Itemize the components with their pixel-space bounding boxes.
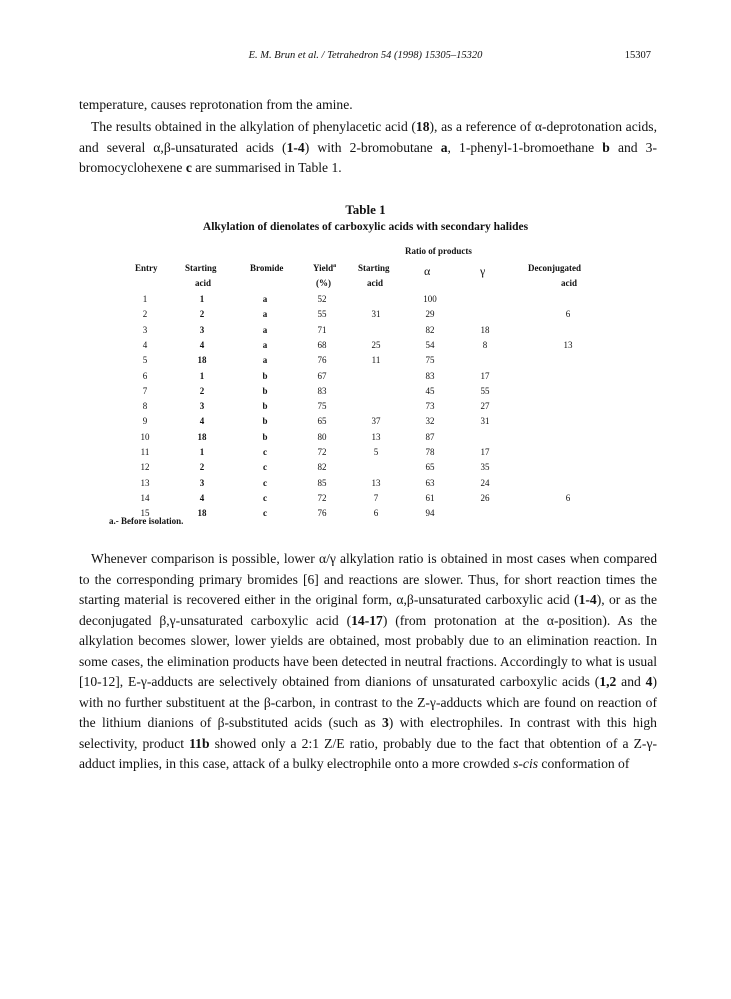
- cell-starting-acid: 13: [371, 431, 381, 442]
- cell-starting-acid: 13: [371, 477, 381, 488]
- text-run: ) with electrophiles. In contrast with this high selectivity, product: [79, 715, 657, 751]
- cell-acid: 3: [199, 401, 205, 412]
- cell-alpha: 87: [425, 431, 435, 442]
- col-header-starting-acid: Starting: [185, 263, 217, 273]
- cell-gamma: 35: [480, 462, 490, 473]
- cell-starting-acid: 11: [371, 355, 381, 366]
- text-run: conformation of: [538, 756, 630, 771]
- italic-term: s-cis: [513, 756, 539, 771]
- cell-alpha: 54: [425, 339, 435, 350]
- cell-yield: 80: [317, 431, 327, 442]
- cell-starting-acid: 37: [371, 416, 381, 427]
- cell-yield: 82: [317, 462, 327, 473]
- cell-starting-acid: 5: [373, 447, 379, 457]
- compound-ref: 11b: [189, 735, 210, 751]
- cell-acid: 2: [199, 309, 205, 320]
- cell-entry: 6: [142, 370, 148, 381]
- results-table: [0, 246, 731, 526]
- compound-ref: a: [440, 139, 448, 155]
- cell-entry: 12: [140, 462, 150, 473]
- cell-gamma: 24: [480, 477, 490, 488]
- paragraph-text: temperature, causes reprotonation from the amine.: [79, 97, 353, 112]
- compound-ref: c: [185, 160, 192, 175]
- paragraph-continuation: [79, 95, 657, 116]
- cell-acid: 4: [199, 492, 205, 503]
- cell-yield: 83: [317, 385, 327, 396]
- cell-deconjugated: 6: [565, 492, 571, 503]
- cell-alpha: 82: [425, 324, 435, 335]
- yield-label: Yield: [313, 263, 334, 273]
- cell-acid: 18: [197, 508, 207, 519]
- cell-acid: 2: [199, 462, 205, 473]
- compound-ref: 3: [381, 715, 389, 730]
- cell-acid: 3: [199, 324, 205, 335]
- cell-bromide: c: [263, 447, 267, 457]
- col-header-starting-acid-recovered: Starting: [358, 263, 390, 273]
- cell-alpha: 100: [423, 294, 437, 304]
- cell-gamma: 17: [480, 370, 490, 381]
- cell-acid: 1: [199, 447, 205, 457]
- cell-entry: 13: [140, 477, 150, 488]
- cell-yield: 72: [317, 447, 327, 457]
- cell-entry: 14: [140, 492, 150, 503]
- cell-alpha: 83: [425, 370, 435, 381]
- cell-bromide: a: [262, 309, 268, 320]
- cell-bromide: b: [262, 431, 268, 442]
- text-run: The results obtained in the alkylation of phenylacetic acid (: [91, 119, 416, 134]
- col-header-deconjugated-2: acid: [561, 278, 578, 288]
- cell-bromide: b: [262, 416, 268, 427]
- cell-yield: 71: [317, 324, 327, 335]
- cell-acid: 4: [199, 339, 205, 350]
- cell-alpha: 78: [425, 447, 435, 457]
- cell-gamma: 31: [480, 416, 490, 427]
- cell-entry: 5: [142, 355, 148, 366]
- cell-yield: 68: [317, 339, 327, 350]
- cell-gamma: 26: [480, 492, 490, 503]
- col-header-yield: [313, 263, 336, 273]
- cell-bromide: b: [262, 401, 268, 412]
- cell-yield: 55: [317, 309, 327, 320]
- compound-ref: 14-17: [351, 612, 383, 628]
- cell-bromide: b: [262, 385, 268, 396]
- compound-ref: 18: [415, 119, 430, 134]
- cell-alpha: 73: [425, 401, 435, 412]
- cell-bromide: b: [262, 370, 268, 381]
- cell-acid: 4: [199, 416, 205, 427]
- cell-yield: 85: [317, 477, 327, 488]
- text-run: ), or as the deconjugated β,γ-unsaturated carboxylic acid (: [79, 592, 657, 628]
- col-header-yield-unit: (%): [316, 278, 331, 288]
- cell-gamma: 8: [482, 339, 488, 350]
- cell-alpha: 61: [425, 492, 435, 503]
- cell-alpha: 65: [425, 462, 435, 473]
- compound-ref: 4: [645, 674, 653, 689]
- cell-alpha: 32: [425, 416, 435, 427]
- cell-yield: 75: [317, 401, 327, 412]
- col-header-deconjugated: Deconjugated: [528, 263, 581, 273]
- cell-entry: 9: [142, 416, 148, 427]
- cell-gamma: 55: [480, 385, 490, 396]
- cell-starting-acid: 6: [373, 508, 379, 519]
- cell-bromide: a: [262, 324, 268, 335]
- cell-yield: 76: [317, 355, 327, 366]
- cell-acid: 3: [199, 477, 205, 488]
- cell-bromide: c: [263, 477, 267, 488]
- cell-gamma: 18: [480, 324, 490, 335]
- cell-acid: 1: [199, 370, 205, 381]
- yield-footnote-mark: a: [333, 263, 337, 269]
- cell-deconjugated: 13: [563, 339, 573, 350]
- cell-starting-acid: 7: [373, 492, 379, 503]
- cell-yield: 52: [317, 294, 327, 304]
- cell-yield: 76: [317, 508, 327, 519]
- col-header-entry: Entry: [135, 263, 158, 273]
- text-run: ) with 2-bromobutane: [304, 139, 441, 155]
- col-header-starting-acid-2: acid: [195, 278, 212, 288]
- text-run: Whenever comparison is possible, lower α/γ alkylation ratio is obtained in most cases when compared to the corresponding primary bromides [6] and reactions are slower. Thus, for short reaction times the starting material is recovered either in the original form, α,β-unsaturated carboxylic acid (: [79, 551, 657, 607]
- cell-yield: 67: [317, 370, 327, 381]
- cell-bromide: c: [263, 492, 267, 503]
- text-run: showed only a 2:1 Z/E ratio, probably due to the fact that obtention of a Z-γ-adduct implies, in this case, attack of a bulky electrophile onto a more crowded: [79, 735, 657, 771]
- page-number: 15307: [624, 50, 651, 61]
- table-footnote: a.- Before isolation.: [109, 516, 184, 526]
- col-header-alpha: α: [424, 264, 431, 278]
- text-run: are summarised in Table 1.: [191, 160, 342, 175]
- table-title: Table 1: [345, 202, 386, 217]
- cell-entry: 8: [142, 401, 148, 412]
- running-header: [0, 50, 731, 66]
- cell-yield: 65: [317, 416, 327, 427]
- col-header-gamma: γ: [480, 264, 486, 278]
- cell-starting-acid: 31: [371, 309, 381, 320]
- cell-gamma: 17: [480, 447, 490, 457]
- cell-alpha: 29: [425, 309, 435, 320]
- cell-bromide: a: [262, 294, 268, 304]
- cell-bromide: c: [263, 462, 267, 473]
- text-run: and: [616, 674, 646, 689]
- compound-ref: 1,2: [599, 674, 617, 689]
- cell-deconjugated: 6: [565, 309, 571, 320]
- table-caption: Alkylation of dienolates of carboxylic acids with secondary halides: [202, 221, 529, 233]
- cell-entry: 1: [142, 294, 148, 304]
- cell-alpha: 63: [425, 477, 435, 488]
- col-header-bromide: Bromide: [250, 263, 284, 273]
- cell-acid: 18: [197, 355, 207, 366]
- text-run: ), as a reference of α-deprotonation acids, and several α,β-unsaturated acids (: [79, 119, 657, 155]
- compound-ref: b: [602, 139, 610, 155]
- text-run: ) with no further substituent at the β-carbon, in contrast to the Z-γ-adducts which are found on reaction of the lithium dianions of β-substituted acids (such as: [79, 674, 657, 730]
- cell-entry: 3: [142, 324, 148, 335]
- running-head: E. M. Brun et al. / Tetrahedron 54 (1998) 15305–15320: [248, 50, 483, 61]
- compound-ref: 1-4: [286, 139, 305, 155]
- cell-entry: 7: [142, 385, 148, 396]
- cell-entry: 4: [142, 339, 148, 350]
- text-run: , 1-phenyl-1-bromoethane: [447, 139, 603, 155]
- cell-acid: 1: [199, 294, 205, 304]
- cell-entry: 2: [142, 309, 148, 320]
- paragraph-discussion: [79, 549, 657, 775]
- cell-bromide: a: [262, 355, 268, 366]
- cell-starting-acid: 25: [371, 339, 381, 350]
- cell-bromide: a: [262, 339, 268, 350]
- cell-alpha: 75: [425, 355, 435, 366]
- compound-ref: 1-4: [578, 592, 597, 607]
- cell-bromide: c: [263, 508, 267, 519]
- text-run: and 3-bromocyclohexene: [79, 139, 657, 175]
- cell-gamma: 27: [480, 401, 490, 412]
- group-header-ratio: Ratio of products: [405, 246, 472, 256]
- cell-entry: 11: [140, 447, 150, 457]
- paragraph-results-intro: [79, 117, 657, 179]
- cell-yield: 72: [317, 492, 327, 503]
- cell-acid: 2: [199, 385, 205, 396]
- cell-entry: 10: [140, 431, 150, 442]
- col-header-starting-acid-recovered-2: acid: [367, 278, 384, 288]
- cell-alpha: 94: [425, 508, 435, 519]
- cell-acid: 18: [197, 431, 207, 442]
- text-run: ) (from protonation at the α-position). As the alkylation becomes slower, lower yields are obtained, most probably due to an elimination reaction. In some cases, the elimination products have been detected in neutral fractions. Accordingly to what is usual [10-12], E-γ-adducts are selectively obtained from dianions of unsaturated carboxylic acids (: [79, 612, 658, 689]
- cell-entry: 15: [140, 508, 150, 519]
- cell-alpha: 45: [425, 385, 435, 396]
